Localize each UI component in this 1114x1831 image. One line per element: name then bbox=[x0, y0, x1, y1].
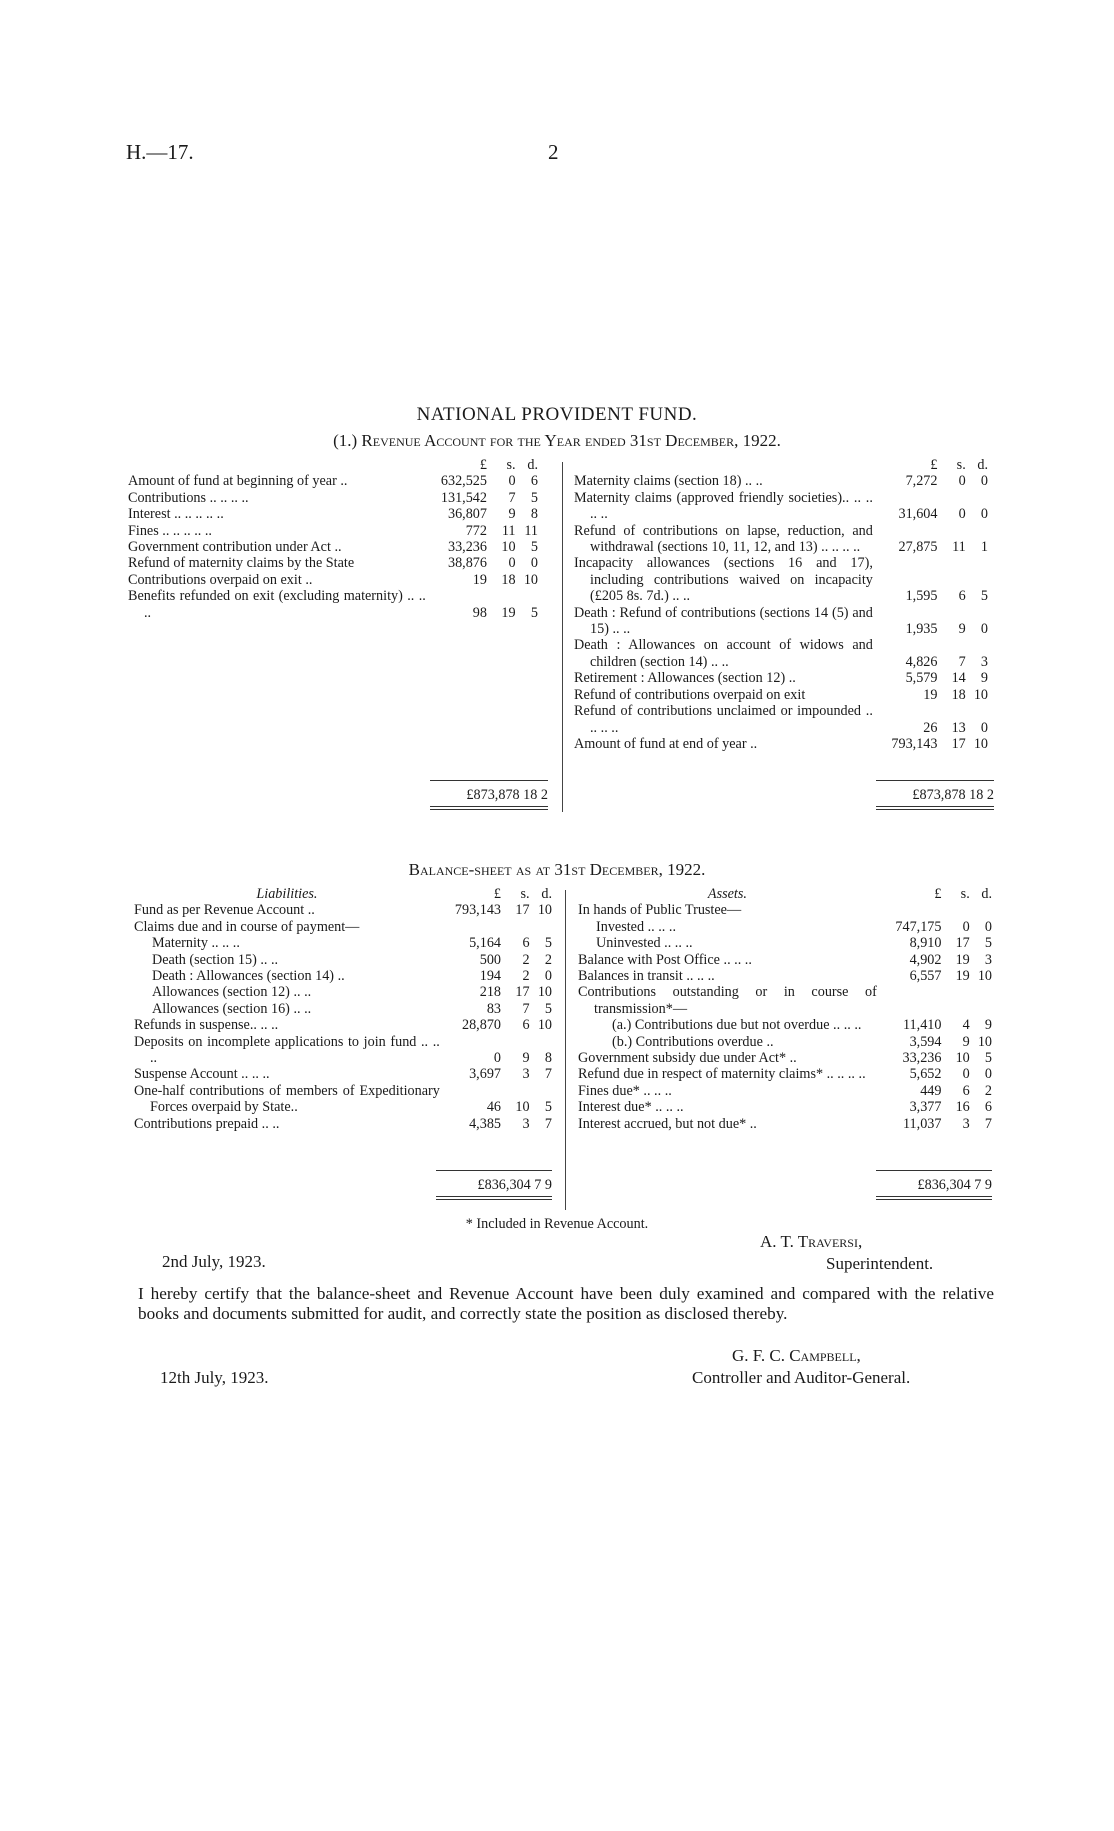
amount-shillings: 0 bbox=[962, 1066, 970, 1083]
item-description: Contributions .. .. .. .. bbox=[128, 489, 249, 506]
table-row bbox=[134, 984, 552, 1000]
amount-pounds: 1,935 bbox=[905, 621, 938, 638]
table-row bbox=[128, 572, 538, 588]
table-row bbox=[134, 1017, 552, 1033]
amount-pounds: 8,910 bbox=[909, 935, 942, 952]
revenue-receipts-table bbox=[128, 457, 538, 621]
amount-pounds: 1,595 bbox=[905, 588, 938, 605]
amount-pence: 2 bbox=[544, 951, 552, 968]
document-reference: H.—17. bbox=[126, 140, 194, 164]
amount-pounds: 5,652 bbox=[909, 1066, 942, 1083]
table-row bbox=[574, 473, 988, 489]
item-description: Death (section 15) .. .. bbox=[152, 951, 279, 968]
amount-pence: 7 bbox=[544, 1066, 552, 1083]
pounds-header: £ bbox=[479, 457, 487, 473]
amount-shillings: 0 bbox=[958, 473, 966, 490]
item-description: Maternity claims (approved friendly societies).. .. .. .. .. bbox=[574, 489, 873, 523]
rule bbox=[436, 1170, 552, 1171]
amount-pence: 5 bbox=[544, 935, 552, 952]
amount-shillings: 17 bbox=[955, 935, 970, 952]
auditor-name: G. F. C. Campbell, bbox=[732, 1346, 861, 1365]
amount-shillings: 6 bbox=[962, 1082, 970, 1099]
amount-pounds: 3,697 bbox=[469, 1066, 501, 1083]
amount-pence: 10 bbox=[523, 571, 538, 588]
amount-pence: 10 bbox=[537, 902, 552, 919]
pence-header: d. bbox=[977, 457, 988, 473]
signature-date: 12th July, 1923. bbox=[160, 1368, 269, 1387]
amount-pounds: 131,542 bbox=[440, 489, 487, 506]
amount-pounds: 5,579 bbox=[905, 670, 938, 687]
amount-pence: 0 bbox=[544, 968, 552, 985]
item-description: Interest due* .. .. .. bbox=[578, 1099, 684, 1116]
shillings-header: s. bbox=[506, 457, 516, 473]
item-description: Amount of fund at beginning of year .. bbox=[128, 473, 348, 490]
amount-pounds: 793,143 bbox=[891, 735, 938, 752]
column-header-row bbox=[574, 457, 988, 473]
amount-pence: 7 bbox=[984, 1115, 992, 1132]
amount-pounds: 19 bbox=[472, 571, 487, 588]
item-description: Fines due* .. .. .. bbox=[578, 1082, 672, 1099]
amount-pence: 3 bbox=[980, 653, 988, 670]
item-description: Refund of maternity claims by the State bbox=[128, 555, 355, 572]
amount-pounds: 46 bbox=[486, 1099, 501, 1116]
amount-shillings: 3 bbox=[522, 1115, 530, 1132]
shillings-header: s. bbox=[956, 457, 966, 473]
item-description: Refund of contributions unclaimed or impounded .. .. .. .. bbox=[574, 703, 873, 736]
table-row bbox=[134, 1066, 552, 1082]
amount-pence: 6 bbox=[530, 473, 538, 490]
double-rule bbox=[430, 806, 548, 810]
rule bbox=[876, 780, 994, 781]
table-row bbox=[134, 919, 552, 935]
table-row bbox=[134, 935, 552, 951]
item-description: Contributions outstanding or in course of transmission*— bbox=[578, 984, 877, 1017]
amount-shillings: 17 bbox=[515, 984, 530, 1001]
amount-shillings: 19 bbox=[955, 951, 970, 968]
item-description: Deposits on incomplete applications to join fund .. .. .. bbox=[134, 1033, 440, 1067]
amount-pounds: 26 bbox=[923, 719, 938, 736]
section-label: Liabilities. bbox=[256, 886, 318, 902]
amount-pence: 5 bbox=[544, 1099, 552, 1116]
amount-pence: 3 bbox=[984, 951, 992, 968]
revenue-total-right: £873,878 18 2 bbox=[912, 787, 994, 803]
item-description: (b.) Contributions overdue .. bbox=[612, 1033, 774, 1050]
amount-shillings: 18 bbox=[501, 571, 516, 588]
amount-shillings: 10 bbox=[515, 1099, 530, 1116]
amount-pence: 10 bbox=[973, 686, 988, 703]
amount-pence: 0 bbox=[980, 621, 988, 638]
table-row bbox=[134, 968, 552, 984]
amount-pounds: 3,377 bbox=[909, 1099, 942, 1116]
column-header-row bbox=[128, 457, 538, 473]
amount-pounds: 500 bbox=[479, 951, 501, 968]
item-description: Allowances (section 16) .. .. bbox=[152, 1000, 312, 1017]
item-description: Maternity claims (section 18) .. .. bbox=[574, 473, 763, 490]
auditor-title: Controller and Auditor-General. bbox=[692, 1368, 911, 1387]
item-description: Amount of fund at end of year .. bbox=[574, 735, 758, 752]
amount-pounds: 33,236 bbox=[902, 1050, 942, 1067]
section-label: Assets. bbox=[707, 886, 747, 902]
table-row bbox=[578, 902, 992, 918]
double-rule bbox=[876, 1196, 992, 1200]
table-row bbox=[128, 490, 538, 506]
item-description: Contributions prepaid .. .. bbox=[134, 1115, 280, 1132]
item-description: Benefits refunded on exit (excluding maternity) .. .. .. bbox=[128, 588, 426, 621]
item-description: Refunds in suspense.. .. .. bbox=[134, 1017, 279, 1034]
amount-shillings: 3 bbox=[522, 1066, 530, 1083]
amount-pence: 10 bbox=[977, 1033, 992, 1050]
item-description: Invested .. .. .. bbox=[596, 918, 676, 935]
amount-pounds: 83 bbox=[486, 1000, 501, 1017]
amount-shillings: 9 bbox=[522, 1050, 530, 1067]
amount-shillings: 11 bbox=[952, 539, 966, 556]
amount-shillings: 9 bbox=[508, 506, 516, 523]
item-description: Death : Refund of contributions (sections 14 (5) and 15) .. .. bbox=[574, 604, 873, 638]
amount-pence: 5 bbox=[530, 539, 538, 556]
amount-shillings: 6 bbox=[522, 935, 530, 952]
amount-pence: 10 bbox=[973, 735, 988, 752]
amount-pence bbox=[970, 984, 992, 1017]
amount-shillings: 7 bbox=[508, 489, 516, 506]
table-row bbox=[574, 555, 988, 604]
pounds-header: £ bbox=[934, 886, 942, 902]
amount-shillings bbox=[501, 919, 530, 935]
amount-pounds: 28,870 bbox=[461, 1017, 501, 1034]
amount-pounds: 38,876 bbox=[447, 555, 487, 572]
amount-pounds: 19 bbox=[923, 686, 938, 703]
item-description: Balances in transit .. .. .. bbox=[578, 968, 715, 985]
amount-pounds: 4,902 bbox=[909, 951, 942, 968]
amount-shillings: 13 bbox=[951, 719, 966, 736]
item-description: Death : Allowances on account of widows and children (section 14) .. .. bbox=[574, 637, 873, 670]
amount-shillings: 19 bbox=[955, 968, 970, 985]
amount-pounds: 4,385 bbox=[469, 1115, 501, 1132]
double-rule bbox=[436, 1196, 552, 1200]
item-description: Government contribution under Act .. bbox=[128, 539, 342, 556]
table-row bbox=[134, 1001, 552, 1017]
item-description: (a.) Contributions due but not overdue .. .. .. bbox=[612, 1017, 862, 1034]
amount-pounds: 4,826 bbox=[905, 653, 938, 670]
amount-pence: 10 bbox=[537, 1017, 552, 1034]
revenue-payments-table bbox=[574, 457, 988, 752]
table-row bbox=[134, 902, 552, 918]
amount-shillings: 9 bbox=[962, 1033, 970, 1050]
amount-pence: 9 bbox=[980, 670, 988, 687]
amount-pence: 10 bbox=[537, 984, 552, 1001]
amount-pounds: 31,604 bbox=[898, 506, 938, 523]
pounds-header: £ bbox=[493, 886, 501, 902]
amount-shillings: 0 bbox=[962, 918, 970, 935]
amount-pence: 5 bbox=[980, 588, 988, 605]
amount-pence: 8 bbox=[544, 1050, 552, 1067]
amount-shillings: 7 bbox=[522, 1000, 530, 1017]
amount-pounds: 33,236 bbox=[447, 539, 487, 556]
amount-pounds: 632,525 bbox=[440, 473, 487, 490]
revenue-account-heading: (1.) Revenue Account for the Year ended 31st December, 1922. bbox=[333, 431, 781, 450]
pence-header: d. bbox=[541, 886, 552, 902]
item-description: Refund of contributions overpaid on exit bbox=[574, 686, 806, 703]
table-row bbox=[128, 523, 538, 539]
item-description: Suspense Account .. .. .. bbox=[134, 1066, 270, 1083]
amount-shillings: 14 bbox=[951, 670, 966, 687]
amount-pounds: 747,175 bbox=[895, 918, 942, 935]
item-description: Refund due in respect of maternity claims* .. .. .. .. bbox=[578, 1066, 866, 1083]
table-row bbox=[134, 952, 552, 968]
amount-shillings: 6 bbox=[958, 588, 966, 605]
amount-shillings: 10 bbox=[501, 539, 516, 556]
assets-table bbox=[578, 886, 992, 1132]
amount-pence: 10 bbox=[977, 968, 992, 985]
table-row bbox=[578, 1116, 992, 1132]
amount-pence bbox=[970, 902, 992, 918]
balance-total-right: £836,304 7 9 bbox=[917, 1177, 992, 1193]
amount-pounds: 7,272 bbox=[905, 473, 938, 490]
amount-pence: 8 bbox=[530, 506, 538, 523]
amount-pence: 7 bbox=[544, 1115, 552, 1132]
amount-pounds: 5,164 bbox=[469, 935, 501, 952]
amount-pounds: 793,143 bbox=[454, 902, 501, 919]
table-row bbox=[574, 637, 988, 670]
item-description: Fines .. .. .. .. .. bbox=[128, 522, 212, 539]
table-row bbox=[578, 935, 992, 951]
amount-pence: 5 bbox=[530, 604, 538, 621]
amount-shillings: 0 bbox=[508, 555, 516, 572]
shillings-header: s. bbox=[960, 886, 970, 902]
table-row bbox=[134, 1034, 552, 1067]
column-header-row bbox=[134, 886, 552, 902]
amount-pounds: 11,410 bbox=[902, 1017, 942, 1034]
amount-shillings: 0 bbox=[958, 506, 966, 523]
amount-shillings: 19 bbox=[501, 604, 516, 621]
amount-pence: 5 bbox=[984, 935, 992, 952]
amount-pounds bbox=[877, 984, 942, 1017]
column-header-row bbox=[578, 886, 992, 902]
revenue-total-left: £873,878 18 2 bbox=[466, 787, 548, 803]
amount-pence: 0 bbox=[980, 719, 988, 736]
table-row bbox=[574, 670, 988, 686]
amount-pence: 0 bbox=[984, 918, 992, 935]
amount-pounds: 3,594 bbox=[909, 1033, 942, 1050]
item-description: Balance with Post Office .. .. .. bbox=[578, 951, 752, 968]
item-description: Maternity .. .. .. bbox=[152, 935, 240, 952]
amount-pounds: 449 bbox=[920, 1082, 942, 1099]
table-row bbox=[578, 1083, 992, 1099]
item-description: Interest accrued, but not due* .. bbox=[578, 1115, 757, 1132]
item-description: Retirement : Allowances (section 12) .. bbox=[574, 670, 796, 687]
certification-text bbox=[138, 1284, 994, 1324]
amount-shillings: 6 bbox=[522, 1017, 530, 1034]
signatory-name: A. T. Traversi, bbox=[760, 1232, 863, 1251]
table-row bbox=[128, 588, 538, 621]
amount-pence: 1 bbox=[980, 539, 988, 556]
amount-pence: 5 bbox=[530, 489, 538, 506]
amount-pence: 0 bbox=[980, 473, 988, 490]
table-row bbox=[578, 952, 992, 968]
table-row bbox=[574, 703, 988, 736]
amount-shillings: 16 bbox=[955, 1099, 970, 1116]
page-title: NATIONAL PROVIDENT FUND. bbox=[416, 404, 698, 425]
shillings-header: s. bbox=[520, 886, 530, 902]
table-row bbox=[578, 968, 992, 984]
table-row bbox=[128, 539, 538, 555]
table-row bbox=[574, 523, 988, 556]
amount-pounds: 6,557 bbox=[909, 968, 942, 985]
amount-shillings: 9 bbox=[958, 621, 966, 638]
liabilities-table bbox=[134, 886, 552, 1132]
table-row bbox=[128, 473, 538, 489]
table-row bbox=[574, 490, 988, 523]
amount-pounds: 98 bbox=[472, 604, 487, 621]
table-row bbox=[574, 605, 988, 638]
item-description: Death : Allowances (section 14) .. bbox=[152, 968, 345, 985]
table-row bbox=[574, 736, 988, 752]
table-row bbox=[128, 555, 538, 571]
signatory-title: Superintendent. bbox=[826, 1254, 934, 1273]
item-description: Refund of contributions on lapse, reduction, and withdrawal (sections 10, 11, 12, and 13) .. .. .. .. bbox=[574, 522, 873, 556]
item-description: Incapacity allowances (sections 16 and 17), including contributions waived on incapacity (£205 8s. 7d.) .. .. bbox=[574, 555, 873, 605]
table-row bbox=[578, 1050, 992, 1066]
amount-pence: 11 bbox=[524, 522, 538, 539]
amount-pence bbox=[530, 919, 552, 935]
amount-pounds: 27,875 bbox=[898, 539, 938, 556]
item-description: Interest .. .. .. .. .. bbox=[128, 506, 224, 523]
amount-shillings: 7 bbox=[958, 653, 966, 670]
amount-pounds bbox=[440, 919, 501, 935]
table-row bbox=[578, 984, 992, 1017]
amount-shillings bbox=[941, 902, 969, 918]
table-row bbox=[578, 919, 992, 935]
table-row bbox=[128, 506, 538, 522]
table-row bbox=[578, 1034, 992, 1050]
amount-pence: 9 bbox=[984, 1017, 992, 1034]
amount-pence: 6 bbox=[984, 1099, 992, 1116]
item-description: In hands of Public Trustee— bbox=[578, 902, 742, 919]
amount-shillings: 10 bbox=[955, 1050, 970, 1067]
amount-shillings: 17 bbox=[951, 735, 966, 752]
amount-pence: 0 bbox=[530, 555, 538, 572]
rule bbox=[876, 1170, 992, 1171]
pence-header: d. bbox=[981, 886, 992, 902]
amount-pounds: 0 bbox=[493, 1050, 501, 1067]
table-row bbox=[574, 687, 988, 703]
table-row bbox=[134, 1116, 552, 1132]
amount-shillings: 11 bbox=[501, 522, 516, 539]
section-label bbox=[574, 457, 873, 473]
amount-pounds: 772 bbox=[465, 522, 487, 539]
amount-pounds: 194 bbox=[479, 968, 501, 985]
table-row bbox=[578, 1017, 992, 1033]
amount-shillings: 3 bbox=[962, 1115, 970, 1132]
amount-shillings bbox=[941, 984, 969, 1017]
amount-shillings: 2 bbox=[522, 951, 530, 968]
table-row bbox=[578, 1066, 992, 1082]
signature-date: 2nd July, 1923. bbox=[162, 1252, 266, 1271]
item-description: Uninvested .. .. .. bbox=[596, 935, 693, 952]
balance-total-left: £836,304 7 9 bbox=[477, 1177, 552, 1193]
amount-shillings: 0 bbox=[508, 473, 516, 490]
amount-pence: 0 bbox=[980, 506, 988, 523]
amount-pence: 0 bbox=[984, 1066, 992, 1083]
amount-shillings: 17 bbox=[515, 902, 530, 919]
pence-header: d. bbox=[527, 457, 538, 473]
table-row bbox=[134, 1083, 552, 1116]
item-description: Contributions overpaid on exit .. bbox=[128, 571, 313, 588]
amount-shillings: 2 bbox=[522, 968, 530, 985]
amount-pounds: 218 bbox=[479, 984, 501, 1001]
balance-sheet-heading: Balance-sheet as at 31st December, 1922. bbox=[408, 860, 706, 879]
item-description: Claims due and in course of payment— bbox=[134, 918, 360, 935]
pounds-header: £ bbox=[930, 457, 938, 473]
item-description: One-half contributions of members of Expeditionary Forces overpaid by State.. bbox=[134, 1082, 440, 1116]
item-description: Allowances (section 12) .. .. bbox=[152, 984, 312, 1001]
amount-pence: 5 bbox=[544, 1000, 552, 1017]
amount-pence: 2 bbox=[984, 1082, 992, 1099]
certification-statement: I hereby certify that the balance-sheet and Revenue Account have been duly examined and compared with the relative books and documents submitted for audit, and correctly state the position as disclosed thereby. bbox=[138, 1284, 994, 1323]
table-row bbox=[578, 1099, 992, 1115]
column-divider bbox=[562, 462, 563, 812]
amount-pounds: 36,807 bbox=[447, 506, 487, 523]
amount-pence: 5 bbox=[984, 1050, 992, 1067]
item-description: Government subsidy due under Act* .. bbox=[578, 1050, 797, 1067]
section-label bbox=[128, 457, 426, 473]
amount-shillings: 18 bbox=[951, 686, 966, 703]
amount-pounds: 11,037 bbox=[902, 1115, 942, 1132]
double-rule bbox=[876, 806, 994, 810]
page-number: 2 bbox=[548, 140, 559, 164]
footnote: * Included in Revenue Account. bbox=[465, 1216, 649, 1232]
amount-shillings: 4 bbox=[962, 1017, 970, 1034]
rule bbox=[430, 780, 548, 781]
column-divider bbox=[565, 890, 566, 1210]
amount-pounds bbox=[877, 902, 942, 918]
item-description: Fund as per Revenue Account .. bbox=[134, 902, 315, 919]
